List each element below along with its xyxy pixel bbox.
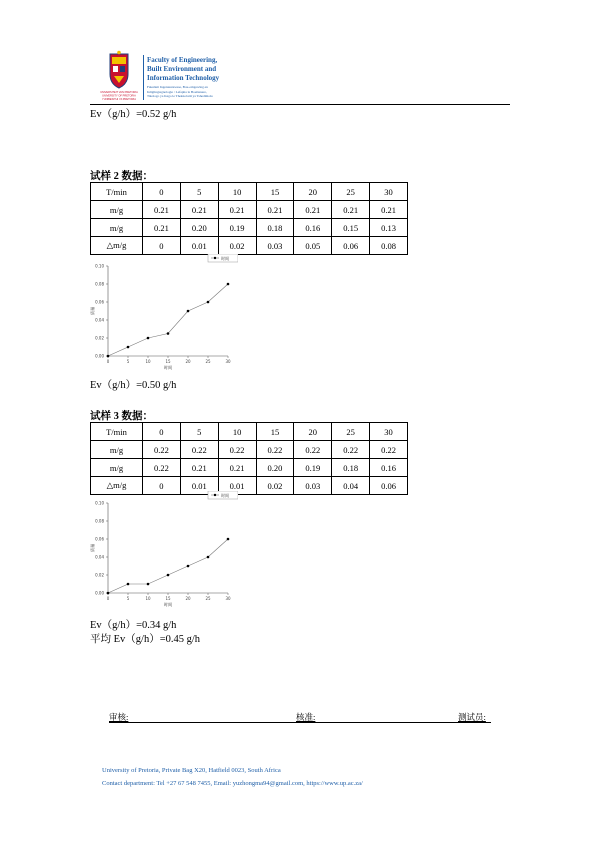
y-axis-label: 质量 [90,306,95,316]
x-tick-label: 30 [225,359,231,364]
table-cell: 0.21 [180,201,218,219]
y-tick-label: 0.10 [95,263,104,269]
data-point [127,583,130,586]
data-point [167,574,170,577]
x-tick-label: 10 [145,359,151,364]
data-point [107,355,110,358]
table-cell: 0.01 [218,477,256,495]
signature-underline [109,722,491,723]
table-cell: 0.18 [256,219,294,237]
row-header-cell: T/min [91,183,143,201]
y-tick-label: 0.02 [95,572,104,578]
table-cell: 10 [218,183,256,201]
header-rule [90,104,510,105]
row-header-cell: △m/g [91,477,143,495]
sample1-result: Ev（g/h）=0.52 g/h [90,109,177,120]
data-point [107,592,110,595]
legend [208,491,238,499]
table-cell: 5 [180,183,218,201]
data-point [227,538,230,541]
tester-label: 测试员: [458,712,486,722]
x-tick-label: 15 [165,359,171,364]
table-cell: 0 [143,477,181,495]
table-cell: 0.20 [180,219,218,237]
table-cell: 10 [218,423,256,441]
y-tick-label: 0.06 [95,536,104,542]
faculty-subtitle [147,85,213,99]
y-tick-label: 0.04 [95,554,104,560]
table-cell: 0.15 [332,219,370,237]
table-cell: 0.21 [294,201,332,219]
data-point [187,310,190,313]
y-tick-label: 0.00 [95,590,104,596]
y-tick-label: 0.04 [95,317,104,323]
x-tick-label: 15 [165,596,171,601]
header-divider [143,55,144,100]
faculty-sub-line: Tikologo ya Kago le Theknolotši ya Tshedimošo [147,94,214,99]
x-tick-label: 25 [205,596,211,601]
x-tick-label: 20 [185,596,191,601]
table-row [91,237,408,255]
data-point [127,346,130,349]
y-tick-label: 0.02 [95,335,104,341]
data-point [227,283,230,286]
x-tick-label: 5 [126,359,130,364]
faculty-sub-line: Inligtingtegnologie / Lefapha la Boetšenere, [147,89,207,94]
x-tick-label: 5 [126,596,130,601]
approve-label: 核准: [296,712,316,722]
row-header-cell: m/g [91,459,143,477]
table-cell: 0.03 [256,237,294,255]
table-cell: 0.01 [180,237,218,255]
table-cell: 0.19 [294,459,332,477]
y-tick-label: 0.00 [95,353,104,359]
data-point [187,565,190,568]
average-result: 平均 Ev（g/h）=0.45 g/h [90,634,201,645]
table-cell: 0 [143,237,181,255]
sample2-chart [88,254,238,372]
data-point [207,556,210,559]
table-cell: 0.21 [180,459,218,477]
table-cell: 25 [332,183,370,201]
data-point [147,583,150,586]
legend-label: 时间 [221,256,229,261]
faculty-line-3: Information Technology [147,74,220,82]
row-header-cell: T/min [91,423,143,441]
table-cell: 0.22 [332,441,370,459]
sample2-heading: 试样 2 数据： [90,171,153,182]
sample3-heading: 试样 3 数据： [90,411,153,422]
row-header-cell: △m/g [91,237,143,255]
table-row [91,219,408,237]
table-row [91,441,408,459]
university-crest-logo [96,50,142,102]
table-cell: 0.22 [143,441,181,459]
data-point [167,332,170,335]
sample2-table [90,182,408,255]
table-cell: 0.22 [294,441,332,459]
faculty-line-2: Built Environment and [147,65,217,73]
legend-marker [214,494,216,496]
table-cell: 0.21 [256,201,294,219]
footer-contact: Contact department: Tel +27 67 548 7455, Email: yuzhongma94@gmail.com, https://www.up.ac.za/ [102,780,363,787]
table-cell: 20 [294,183,332,201]
legend-marker [214,257,216,259]
table-cell: 0.21 [218,459,256,477]
table-cell: 0.02 [218,237,256,255]
table-row [91,459,408,477]
table-cell: 0.20 [256,459,294,477]
table-row [91,201,408,219]
sample3-chart [88,491,238,613]
footer-address: University of Pretoria, Private Bag X20, Hatfield 0023, South Africa [102,767,281,774]
row-header-cell: m/g [91,201,143,219]
x-axis-label: 时间 [163,602,173,607]
series-line [108,284,228,356]
y-axis-label: 质量 [90,543,95,553]
y-tick-label: 0.08 [95,281,104,287]
series-line [108,539,228,593]
x-tick-label: 25 [205,359,211,364]
table-cell: 0.01 [180,477,218,495]
row-header-cell: m/g [91,441,143,459]
table-cell: 0.22 [180,441,218,459]
x-tick-label: 0 [106,359,110,364]
sample3-table [90,422,408,495]
faculty-line-1: Faculty of Engineering, [147,56,218,64]
table-cell: 0.18 [332,459,370,477]
sample3-result: Ev（g/h）=0.34 g/h [90,620,177,631]
table-cell: 0.22 [370,441,408,459]
data-point [147,337,150,340]
table-cell: 0.16 [294,219,332,237]
table-cell: 0.21 [143,219,181,237]
table-cell: 0.04 [332,477,370,495]
table-cell: 20 [294,423,332,441]
table-cell: 0.02 [256,477,294,495]
faculty-sub-line: Fakulteit Ingenieurswese, Bou-omgewing en [147,85,208,89]
table-cell: 0.22 [256,441,294,459]
table-cell: 0.13 [370,219,408,237]
row-header-cell: m/g [91,219,143,237]
table-cell: 0.21 [143,201,181,219]
sample2-result: Ev（g/h）=0.50 g/h [90,380,177,391]
data-point [207,301,210,304]
x-tick-label: 10 [145,596,151,601]
table-cell: 0.16 [370,459,408,477]
table-cell: 15 [256,183,294,201]
table-row [91,423,408,441]
table-cell: 0.19 [218,219,256,237]
table-cell: 0.22 [143,459,181,477]
table-cell: 0 [143,423,181,441]
legend-label: 时间 [221,493,229,498]
y-tick-label: 0.08 [95,518,104,524]
svg-text:YUNIBESITHI YA PRETORIA: YUNIBESITHI YA PRETORIA [101,98,137,101]
y-tick-label: 0.10 [95,500,104,506]
legend [208,254,238,262]
faculty-name [147,56,219,83]
svg-text:UNIVERSITY OF PRETORIA: UNIVERSITY OF PRETORIA [102,94,136,98]
table-cell: 0 [143,183,181,201]
table-cell: 5 [180,423,218,441]
table-cell: 0.06 [332,237,370,255]
table-cell: 0.03 [294,477,332,495]
x-tick-label: 0 [106,596,110,601]
table-cell: 0.05 [294,237,332,255]
svg-text:UNIVERSITEIT VAN PRETORIA: UNIVERSITEIT VAN PRETORIA [100,91,138,94]
table-cell: 0.21 [370,201,408,219]
y-tick-label: 0.06 [95,299,104,305]
x-axis-label: 时间 [163,365,173,370]
table-cell: 30 [370,183,408,201]
table-cell: 0.22 [218,441,256,459]
review-label: 审核: [109,712,129,722]
table-cell: 0.21 [332,201,370,219]
x-tick-label: 20 [185,359,191,364]
table-cell: 0.08 [370,237,408,255]
table-cell: 15 [256,423,294,441]
table-cell: 0.21 [218,201,256,219]
x-tick-label: 30 [225,596,231,601]
table-row [91,183,408,201]
table-cell: 0.06 [370,477,408,495]
table-cell: 30 [370,423,408,441]
table-cell: 25 [332,423,370,441]
